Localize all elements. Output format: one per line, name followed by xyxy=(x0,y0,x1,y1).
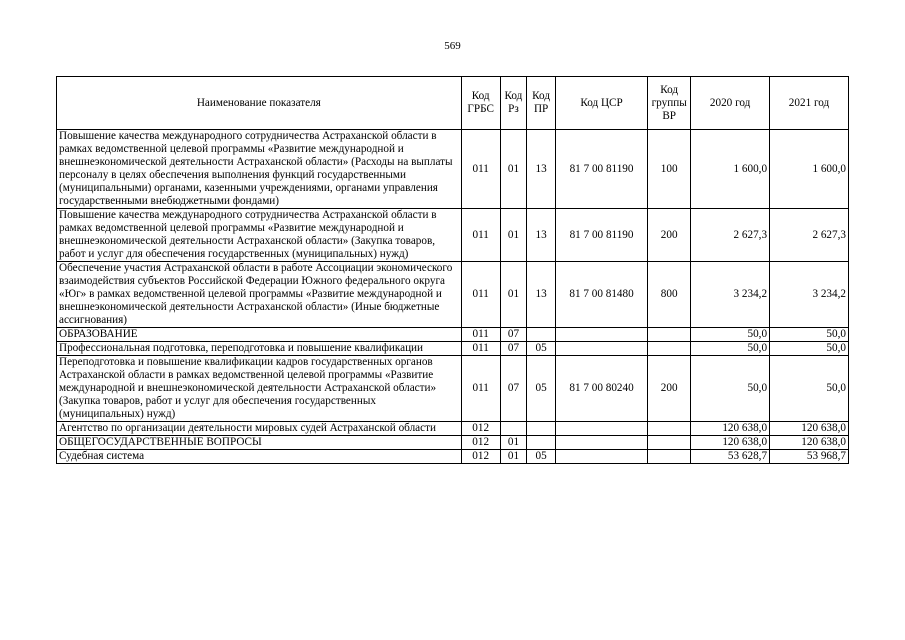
row-grbs: 011 xyxy=(461,262,500,328)
row-vr: 200 xyxy=(648,356,691,422)
header-pr: Код ПР xyxy=(527,77,556,130)
row-vr: 800 xyxy=(648,262,691,328)
row-pr: 13 xyxy=(527,262,556,328)
table-row xyxy=(57,209,849,262)
row-csr xyxy=(555,328,647,342)
table-row xyxy=(57,328,849,342)
row-2021: 53 968,7 xyxy=(770,450,849,464)
row-name: Повышение качества международного сотрудничества Астраханской области в рамках ведомственной целевой программы «Развитие международной и внешнеэкономической деятельности Астраханской области» (Расходы на выплаты персоналу в целях обеспечения выполнения функций государственными (муниципальными) органами, казенными учреждениями, органами управления государственными внебюджетными фондами) xyxy=(57,130,462,209)
row-name: ОБЩЕГОСУДАРСТВЕННЫЕ ВОПРОСЫ xyxy=(57,436,462,450)
row-csr xyxy=(555,342,647,356)
header-vr: Код группы ВР xyxy=(648,77,691,130)
row-vr xyxy=(648,436,691,450)
row-rz: 07 xyxy=(500,356,527,422)
table-row xyxy=(57,450,849,464)
row-rz: 01 xyxy=(500,450,527,464)
row-csr xyxy=(555,422,647,436)
table-row xyxy=(57,130,849,209)
page-number: 569 xyxy=(444,40,461,52)
row-csr: 81 7 00 80240 xyxy=(555,356,647,422)
row-rz: 01 xyxy=(500,262,527,328)
row-vr xyxy=(648,342,691,356)
row-pr: 13 xyxy=(527,130,556,209)
table-row xyxy=(57,436,849,450)
row-2020: 53 628,7 xyxy=(691,450,770,464)
row-2021: 2 627,3 xyxy=(770,209,849,262)
row-2020: 50,0 xyxy=(691,342,770,356)
row-csr: 81 7 00 81190 xyxy=(555,130,647,209)
row-csr: 81 7 00 81480 xyxy=(555,262,647,328)
header-grbs: Код ГРБС xyxy=(461,77,500,130)
row-pr: 05 xyxy=(527,356,556,422)
row-2021: 50,0 xyxy=(770,342,849,356)
header-2020: 2020 год xyxy=(691,77,770,130)
row-grbs: 011 xyxy=(461,356,500,422)
row-pr: 05 xyxy=(527,450,556,464)
row-vr xyxy=(648,328,691,342)
row-pr xyxy=(527,328,556,342)
row-2020: 3 234,2 xyxy=(691,262,770,328)
row-pr: 13 xyxy=(527,209,556,262)
row-vr xyxy=(648,422,691,436)
row-grbs: 012 xyxy=(461,422,500,436)
row-rz: 01 xyxy=(500,130,527,209)
row-csr xyxy=(555,450,647,464)
table-header-row xyxy=(57,77,849,130)
row-2021: 50,0 xyxy=(770,356,849,422)
table-row xyxy=(57,422,849,436)
row-rz: 01 xyxy=(500,436,527,450)
row-2021: 50,0 xyxy=(770,328,849,342)
header-rz: Код Рз xyxy=(500,77,527,130)
row-rz: 07 xyxy=(500,328,527,342)
row-2020: 2 627,3 xyxy=(691,209,770,262)
row-name: Агентство по организации деятельности мировых судей Астраханской области xyxy=(57,422,462,436)
row-grbs: 011 xyxy=(461,130,500,209)
table-row xyxy=(57,262,849,328)
row-2021: 120 638,0 xyxy=(770,422,849,436)
row-csr xyxy=(555,436,647,450)
row-rz xyxy=(500,422,527,436)
table-row xyxy=(57,356,849,422)
row-pr xyxy=(527,436,556,450)
row-2020: 120 638,0 xyxy=(691,436,770,450)
row-pr xyxy=(527,422,556,436)
budget-table xyxy=(56,76,849,464)
row-name: ОБРАЗОВАНИЕ xyxy=(57,328,462,342)
row-name: Переподготовка и повышение квалификации кадров государственных органов Астраханской области в рамках ведомственной целевой программы «Развитие международной и внешнеэкономической деятельности Астраханской области» (Закупка товаров, работ и услуг для обеспечения государственных (муниципальных) нужд) xyxy=(57,356,462,422)
row-pr: 05 xyxy=(527,342,556,356)
row-rz: 07 xyxy=(500,342,527,356)
row-grbs: 012 xyxy=(461,450,500,464)
row-grbs: 011 xyxy=(461,209,500,262)
row-vr: 200 xyxy=(648,209,691,262)
header-csr: Код ЦСР xyxy=(555,77,647,130)
header-name: Наименование показателя xyxy=(57,77,462,130)
row-2020: 50,0 xyxy=(691,328,770,342)
row-vr xyxy=(648,450,691,464)
row-grbs: 011 xyxy=(461,328,500,342)
row-2021: 3 234,2 xyxy=(770,262,849,328)
row-name: Повышение качества международного сотрудничества Астраханской области в рамках ведомственной целевой программы «Развитие международной и внешнеэкономической деятельности Астраханской области» (Закупка товаров, работ и услуг для обеспечения государственных (муниципальных) нужд) xyxy=(57,209,462,262)
row-name: Профессиональная подготовка, переподготовка и повышение квалификации xyxy=(57,342,462,356)
row-grbs: 012 xyxy=(461,436,500,450)
table-row xyxy=(57,342,849,356)
row-grbs: 011 xyxy=(461,342,500,356)
row-2020: 50,0 xyxy=(691,356,770,422)
row-2021: 120 638,0 xyxy=(770,436,849,450)
row-name: Судебная система xyxy=(57,450,462,464)
row-rz: 01 xyxy=(500,209,527,262)
row-csr: 81 7 00 81190 xyxy=(555,209,647,262)
row-2020: 120 638,0 xyxy=(691,422,770,436)
row-vr: 100 xyxy=(648,130,691,209)
header-2021: 2021 год xyxy=(770,77,849,130)
row-2020: 1 600,0 xyxy=(691,130,770,209)
row-name: Обеспечение участия Астраханской области в работе Ассоциации экономического взаимодействия субъектов Российской Федерации Южного федерального округа «Юг» в рамках ведомственной целевой программы «Развитие международной и внешнеэкономической деятельности Астраханской области» (Иные бюджетные ассигнования) xyxy=(57,262,462,328)
row-2021: 1 600,0 xyxy=(770,130,849,209)
